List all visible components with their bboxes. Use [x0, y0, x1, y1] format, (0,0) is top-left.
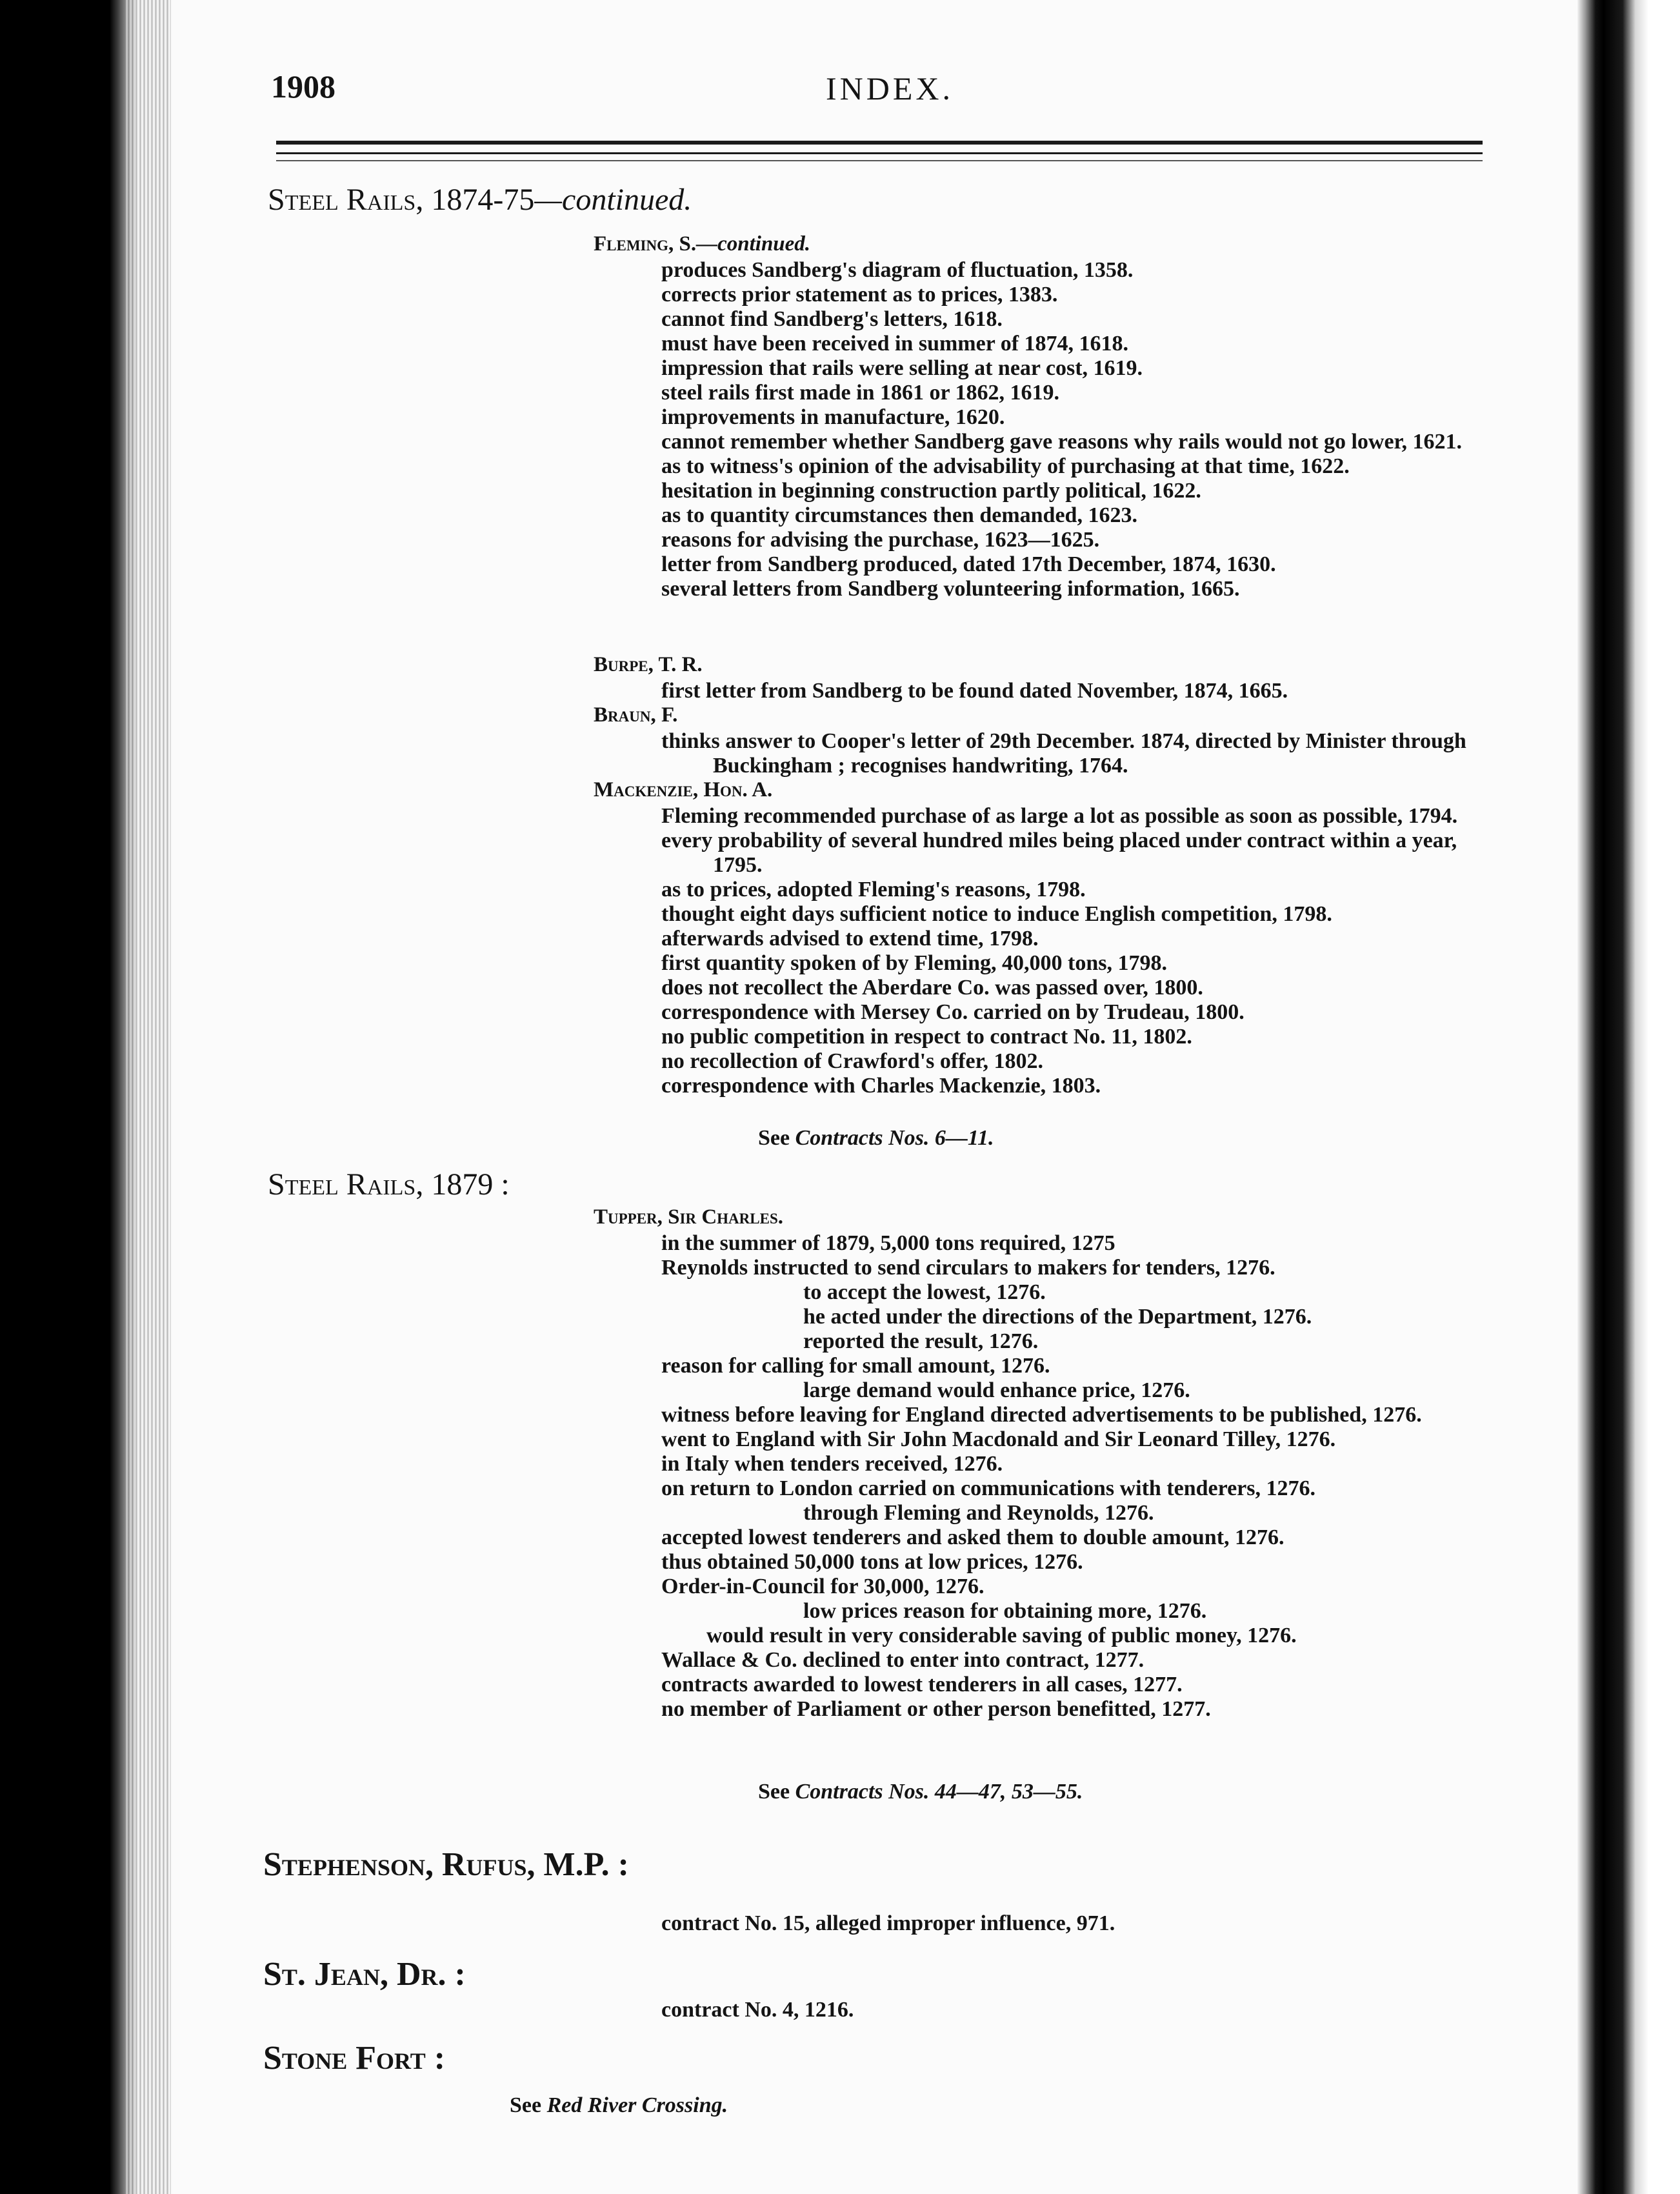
index-entry: improvements in manufacture, 1620. [661, 405, 1005, 429]
index-entry: would result in very considerable saving of public money, 1276. [706, 1624, 1297, 1647]
braun-entries [661, 729, 1487, 778]
see-reference-red-river [510, 2093, 728, 2118]
index-entry: must have been received in summer of 1874, 1618. [661, 332, 1129, 356]
index-entry: on return to London carried on communications with tenderers, 1276. [661, 1476, 1316, 1500]
scan-left-edge [0, 0, 135, 2194]
header-rule [276, 141, 1483, 145]
header-rule [276, 152, 1483, 154]
heading-text: Steel Rails, 1879 : [268, 1167, 510, 1202]
section-heading-steel-rails-1879 [268, 1167, 510, 1202]
page-edges [126, 0, 171, 2194]
heading-stone-fort [263, 2039, 445, 2077]
mackenzie-entries [661, 804, 1487, 1098]
witness-name: Fleming, S. [594, 232, 697, 256]
index-entry: corrects prior statement as to prices, 1383. [661, 283, 1058, 307]
index-entry: every probability of several hundred miles being placed under contract within a year, 1795. [661, 829, 1457, 877]
heading-text: Stephenson, Rufus, M.P. : [263, 1846, 629, 1883]
index-entry: afterwards advised to extend time, 1798. [661, 927, 1039, 951]
index-entry: no public competition in respect to contract No. 11, 1802. [661, 1025, 1192, 1049]
index-entry: several letters from Sandberg volunteering information, 1665. [661, 577, 1240, 601]
scan-right-edge [1577, 0, 1680, 2194]
see-prefix: See [758, 1780, 795, 1804]
index-entry: went to England with Sir John Macdonald and Sir Leonard Tilley, 1276. [661, 1427, 1336, 1451]
index-entry: through Fleming and Reynolds, 1276. [803, 1501, 1154, 1525]
page-number: 1908 [271, 68, 335, 105]
index-entry: accepted lowest tenderers and asked them to double amount, 1276. [661, 1525, 1285, 1549]
witness-name-tupper [594, 1205, 783, 1229]
index-entry: Fleming recommended purchase of as large a lot as possible as soon as possible, 1794. [661, 804, 1458, 828]
index-entry: reasons for advising the purchase, 1623—1625. [661, 528, 1100, 552]
index-entry: cannot find Sandberg's letters, 1618. [661, 307, 1003, 331]
witness-name: Braun, F. [594, 703, 678, 727]
index-entry: he acted under the directions of the Department, 1276. [803, 1305, 1312, 1329]
index-entry: Order-in-Council for 30,000, 1276. [661, 1575, 985, 1598]
index-entry: as to witness's opinion of the advisability of purchasing at that time, 1622. [661, 454, 1350, 478]
fleming-entries [661, 258, 1487, 601]
index-entry: witness before leaving for England directed advertisements to be published, 1276. [661, 1403, 1422, 1427]
tupper-entries [661, 1231, 1487, 1722]
running-head: INDEX. [826, 70, 954, 106]
see-ref: Contracts Nos. 6—11. [795, 1126, 994, 1150]
heading-stephenson [263, 1846, 629, 1884]
heading-text: Stone Fort : [263, 2040, 446, 2077]
header-rule [276, 160, 1483, 161]
index-entry: correspondence with Mersey Co. carried on by Trudeau, 1800. [661, 1000, 1245, 1024]
index-entry: first letter from Sandberg to be found dated November, 1874, 1665. [661, 679, 1288, 703]
witness-name-braun [594, 703, 677, 727]
heading-text: St. Jean, Dr. : [263, 1956, 466, 1993]
index-entry: low prices reason for obtaining more, 1276. [803, 1599, 1207, 1623]
witness-name-burpe [594, 653, 703, 677]
index-entry: as to quantity circumstances then demanded, 1623. [661, 503, 1137, 527]
witness-name: Tupper, Sir Charles. [594, 1205, 783, 1229]
witness-name: Mackenzie, Hon. A. [594, 778, 773, 801]
see-reference-contracts-44-55 [758, 1780, 1083, 1804]
index-entry: correspondence with Charles Mackenzie, 1803. [661, 1074, 1101, 1098]
index-entry: reported the result, 1276. [803, 1329, 1039, 1353]
index-entry: in the summer of 1879, 5,000 tons required, 1275 [661, 1231, 1115, 1255]
index-entry: first quantity spoken of by Fleming, 40,000 tons, 1798. [661, 951, 1167, 975]
witness-name-fleming [594, 232, 810, 256]
index-entry: cannot remember whether Sandberg gave reasons why rails would not go lower, 1621. [661, 430, 1462, 454]
index-entry: produces Sandberg's diagram of fluctuation, 1358. [661, 258, 1134, 282]
index-entry: reason for calling for small amount, 1276. [661, 1354, 1050, 1378]
index-entry: does not recollect the Aberdare Co. was passed over, 1800. [661, 976, 1203, 1000]
index-entry: impression that rails were selling at near cost, 1619. [661, 356, 1143, 380]
index-entry: to accept the lowest, 1276. [803, 1280, 1046, 1304]
index-entry: steel rails first made in 1861 or 1862, 1619. [661, 381, 1059, 405]
index-entry: Wallace & Co. declined to enter into contract, 1277. [661, 1648, 1145, 1672]
heading-st-jean [263, 1955, 466, 1993]
witness-suffix: —continued. [696, 232, 811, 256]
heading-text: Steel Rails, 1874-75 [268, 183, 535, 217]
index-entry: thinks answer to Cooper's letter of 29th December. 1874, directed by Minister through Buckingham ; recognises handwriting, 1764. [661, 729, 1466, 778]
index-entry: thus obtained 50,000 tons at low prices, 1276. [661, 1550, 1083, 1574]
section-heading-steel-rails-1874 [268, 182, 692, 217]
see-ref: Contracts Nos. 44—47, 53—55. [795, 1780, 1083, 1804]
index-entry: in Italy when tenders received, 1276. [661, 1452, 1003, 1476]
see-ref: Red River Crossing. [546, 2093, 728, 2117]
index-entry: hesitation in beginning construction partly political, 1622. [661, 479, 1201, 503]
heading-suffix: —continued. [534, 183, 692, 217]
index-entry: contracts awarded to lowest tenderers in all cases, 1277. [661, 1673, 1183, 1696]
index-entry: as to prices, adopted Fleming's reasons, 1798. [661, 878, 1086, 901]
see-prefix: See [758, 1126, 795, 1150]
entry-stephenson: contract No. 15, alleged improper influence, 971. [661, 1911, 1115, 1935]
index-entry: large demand would enhance price, 1276. [803, 1378, 1190, 1402]
see-reference-contracts-6-11 [758, 1126, 994, 1151]
index-entry: thought eight days sufficient notice to induce English competition, 1798. [661, 902, 1332, 926]
burpe-entries [661, 679, 1487, 703]
witness-name-mackenzie [594, 778, 772, 802]
index-entry: Reynolds instructed to send circulars to makers for tenders, 1276. [661, 1256, 1275, 1280]
see-prefix: See [510, 2093, 547, 2117]
witness-name: Burpe, T. R. [594, 653, 703, 676]
entry-st-jean: contract No. 4, 1216. [661, 1998, 854, 2022]
index-entry: no recollection of Crawford's offer, 1802. [661, 1049, 1044, 1073]
index-entry: letter from Sandberg produced, dated 17th December, 1874, 1630. [661, 552, 1276, 576]
index-entry: no member of Parliament or other person benefitted, 1277. [661, 1697, 1211, 1721]
